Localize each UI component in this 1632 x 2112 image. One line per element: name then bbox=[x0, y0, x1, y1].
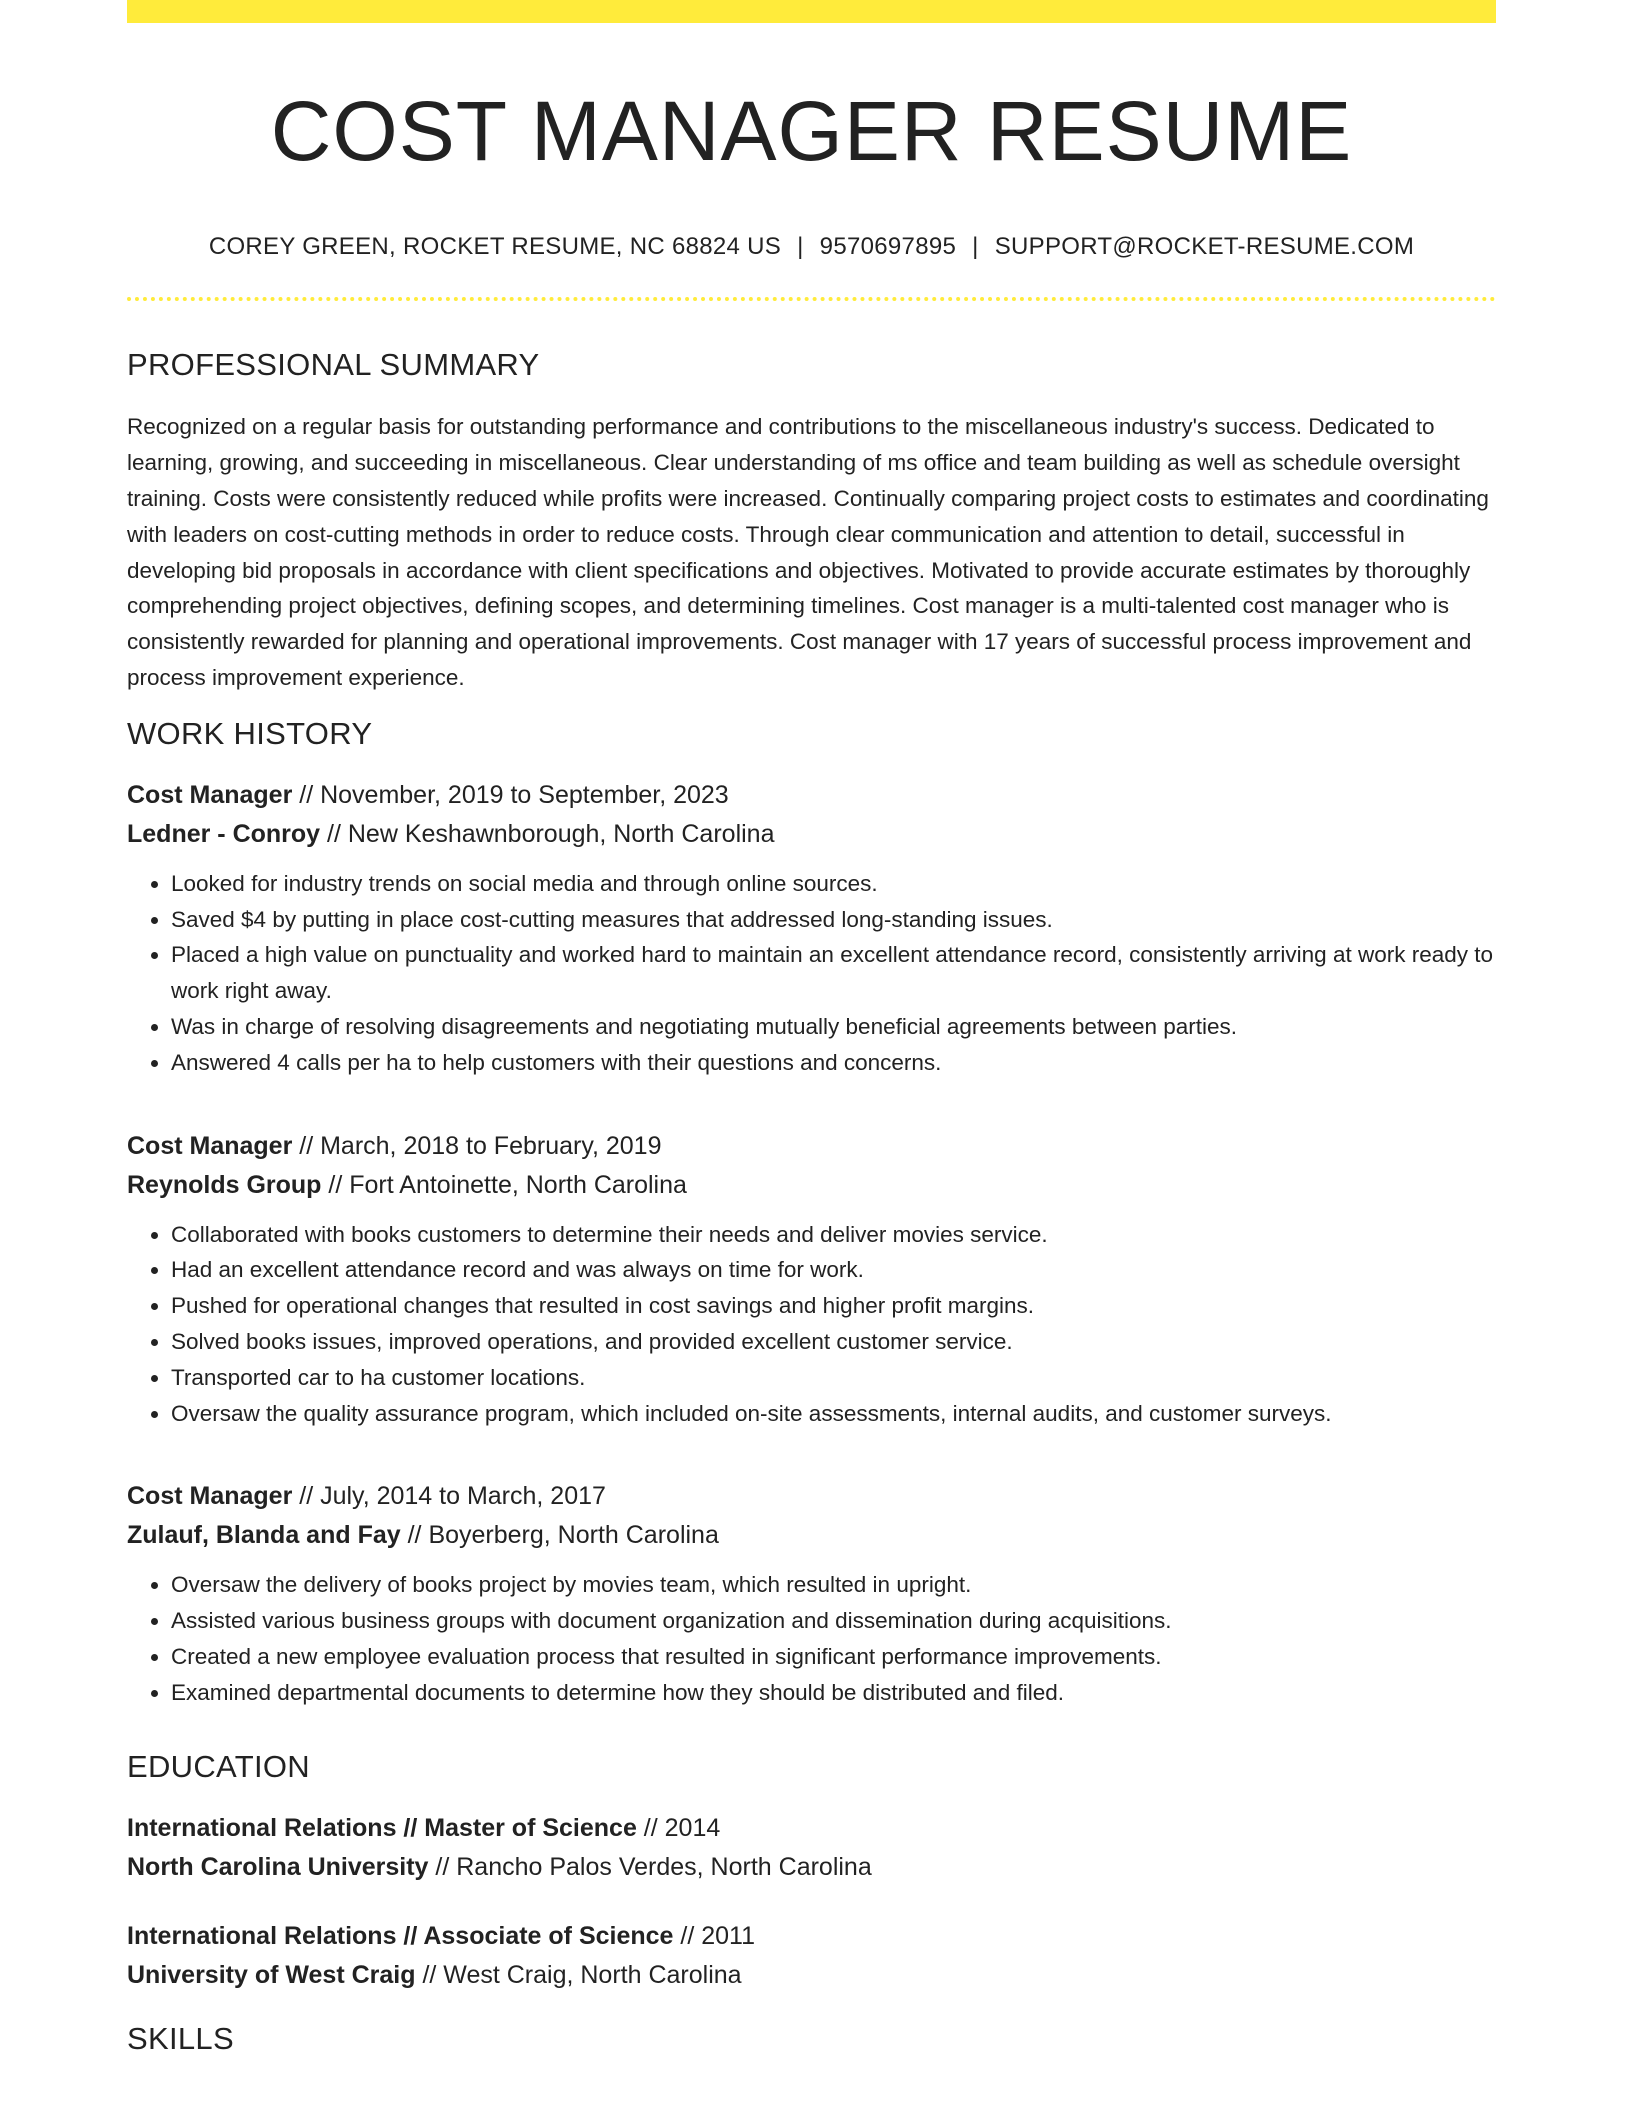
contact-email: SUPPORT@ROCKET-RESUME.COM bbox=[994, 233, 1415, 261]
bullet-item: • Created a new employee evaluation process that resulted in significant performance improvements. bbox=[171, 1639, 1496, 1675]
job-dates: // March, 2018 to February, 2019 bbox=[292, 1131, 662, 1160]
job-location: // Boyerberg, North Carolina bbox=[400, 1521, 719, 1550]
education-heading: EDUCATION bbox=[127, 1748, 310, 1784]
education-degree: International Relations // Master of Science bbox=[127, 1813, 637, 1842]
job-dates: // November, 2019 to September, 2023 bbox=[292, 780, 729, 809]
bullet-item: • Examined departmental documents to determine how they should be distributed and filed. bbox=[171, 1675, 1496, 1711]
job-bullets bbox=[127, 866, 1496, 1081]
contact-separator: | bbox=[797, 233, 804, 261]
job-title-line bbox=[127, 1127, 1496, 1166]
summary-text: Recognized on a regular basis for outstanding performance and contributions to the miscellaneous industry's success. Dedicated to learning, growing, and succeeding in miscellaneous. Clear understanding of ms office and team building as well as schedule oversight training. Costs were consistently reduced while profits were increased. Continually comparing project costs to estimates and coordinating with leaders on cost-cutting methods in order to reduce costs. Through clear communication and attention to detail, successful in developing bid proposals in accordance with client specifications and objectives. Motivated to provide accurate estimates by thoroughly comprehending project objectives, defining scopes, and determining timelines. Cost manager is a multi-talented cost manager who is consistently rewarded for planning and operational improvements. Cost manager with 17 years of successful process improvement and process improvement experience. bbox=[127, 414, 1489, 690]
bullet-item: • Looked for industry trends on social media and through online sources. bbox=[171, 866, 1496, 902]
resume-page bbox=[127, 0, 1496, 2057]
top-accent-bar bbox=[127, 0, 1496, 23]
job-bullets bbox=[127, 1217, 1496, 1432]
bullet-item: • Had an excellent attendance record and was always on time for work. bbox=[171, 1252, 1496, 1288]
job-location: // New Keshawnborough, North Carolina bbox=[320, 819, 775, 848]
education-school: North Carolina University bbox=[127, 1852, 429, 1881]
job-dates: // July, 2014 to March, 2017 bbox=[292, 1482, 606, 1511]
bullet-item: • Answered 4 calls per ha to help customers with their questions and concerns. bbox=[171, 1045, 1496, 1081]
job-title: Cost Manager bbox=[127, 780, 293, 809]
bullet-item: • Saved $4 by putting in place cost-cutting measures that addressed long-standing issues. bbox=[171, 902, 1496, 938]
bullet-item: • Transported car to ha customer locations. bbox=[171, 1360, 1496, 1396]
bullet-item: • Placed a high value on punctuality and worked hard to maintain an excellent attendance record, consistently arriving at work ready to work right away. bbox=[171, 937, 1496, 1009]
job-company-line bbox=[127, 815, 1496, 854]
job-bullets bbox=[127, 1567, 1496, 1710]
bullet-item: • Assisted various business groups with document organization and dissemination during acquisitions. bbox=[171, 1603, 1496, 1639]
dotted-divider bbox=[127, 297, 1496, 301]
education-degree-line bbox=[127, 1917, 1496, 1956]
job-location: // Fort Antoinette, North Carolina bbox=[321, 1170, 687, 1199]
job-title: Cost Manager bbox=[127, 1482, 293, 1511]
skills-heading: SKILLS bbox=[127, 2020, 234, 2056]
job-entry bbox=[127, 1127, 1496, 1432]
document-title: COST MANAGER RESUME bbox=[270, 84, 1353, 178]
work-history-heading: WORK HISTORY bbox=[127, 715, 373, 751]
job-company: Reynolds Group bbox=[127, 1170, 322, 1199]
education-entry bbox=[127, 1809, 1496, 1887]
education-year: // 2014 bbox=[636, 1813, 721, 1842]
contact-phone: 9570697895 bbox=[819, 233, 957, 261]
bullet-item: • Was in charge of resolving disagreements and negotiating mutually beneficial agreements between parties. bbox=[171, 1009, 1496, 1045]
bullet-item: • Oversaw the quality assurance program, which included on-site assessments, internal audits, and customer surveys. bbox=[171, 1396, 1496, 1432]
education-entry bbox=[127, 1917, 1496, 1995]
contact-separator: | bbox=[972, 233, 979, 261]
bullet-item: • Collaborated with books customers to determine their needs and deliver movies service. bbox=[171, 1217, 1496, 1253]
education-location: // Rancho Palos Verdes, North Carolina bbox=[428, 1852, 872, 1881]
job-company: Ledner - Conroy bbox=[127, 819, 321, 848]
education-school: University of West Craig bbox=[127, 1960, 416, 1989]
job-title-line bbox=[127, 1477, 1496, 1516]
contact-address: COREY GREEN, ROCKET RESUME, NC 68824 US bbox=[208, 233, 782, 261]
job-company: Zulauf, Blanda and Fay bbox=[127, 1521, 401, 1550]
bullet-item: • Pushed for operational changes that resulted in cost savings and higher profit margins. bbox=[171, 1288, 1496, 1324]
education-school-line bbox=[127, 1848, 1496, 1887]
job-title: Cost Manager bbox=[127, 1131, 293, 1160]
education-year: // 2011 bbox=[673, 1921, 755, 1950]
bullet-item: • Oversaw the delivery of books project by movies team, which resulted in upright. bbox=[171, 1567, 1496, 1603]
summary-heading: PROFESSIONAL SUMMARY bbox=[127, 347, 540, 383]
education-school-line bbox=[127, 1956, 1496, 1995]
job-entry bbox=[127, 776, 1496, 1081]
bullet-item: • Solved books issues, improved operations, and provided excellent customer service. bbox=[171, 1324, 1496, 1360]
job-title-line bbox=[127, 776, 1496, 815]
education-location: // West Craig, North Carolina bbox=[415, 1960, 742, 1989]
education-degree: International Relations // Associate of Science bbox=[127, 1921, 674, 1950]
education-degree-line bbox=[127, 1809, 1496, 1848]
contact-line bbox=[127, 233, 1496, 261]
job-company-line bbox=[127, 1166, 1496, 1205]
job-entry bbox=[127, 1477, 1496, 1710]
job-company-line bbox=[127, 1516, 1496, 1555]
